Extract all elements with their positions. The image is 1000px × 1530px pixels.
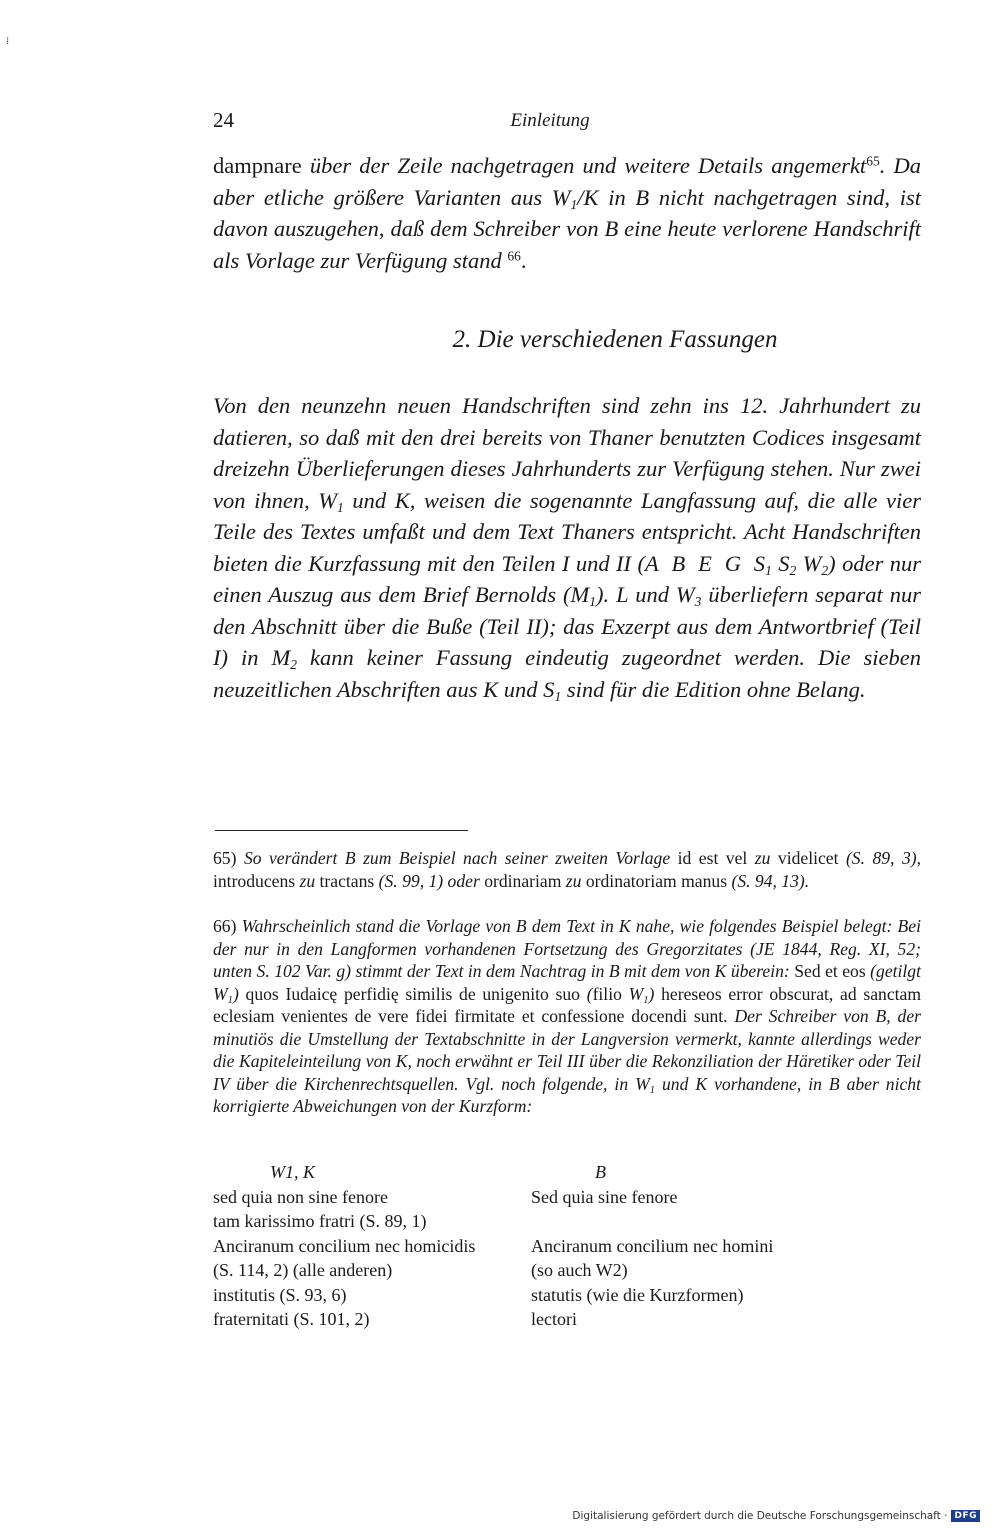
- table-cell: statutis (wie die Kurzformen): [531, 1284, 744, 1305]
- page-number: 24: [213, 108, 234, 132]
- table-cell: Anciranum concilium nec homini: [531, 1235, 774, 1256]
- footnote-66: 66) Wahrscheinlich stand die Vorlage von B dem Text in K nahe, wie folgendes Beispiel belegt: Bei der nur in den Langformen vorhandenen Fortsetzung des Gregorzitates (JE 1844, Reg. XI, 52; unten S. 102 Var. g) stimmt der Text in dem Nachtrag in B mit dem von K überein: Sed et eos (getilgt $W_1$) quos Iudaicę perfidię similis de unigenito suo (filio $W_1$) hereseos error obscurat, ad sanctam eclesiam venientes de vere fidei firmitate et confessione docendi sunt. Der Schreiber von B, der minutiös die Umstellung der Textabschnitte in der Langversion vermerkt, kannte allerdings weder die Kapiteleinteilung von K, noch erwähnt er Teil III über die Rekonziliation der Häretiker oder Teil IV über die Kirchenrechtsquellen. Vgl. noch folgende, in $W_1$ und K vorhandene, in B aber nicht korrigierte Abweichungen von der Kurzform:: [213, 916, 922, 1116]
- digitization-credit: [572, 1510, 980, 1522]
- table-cell: (so auch W2): [531, 1260, 628, 1280]
- table-cell: Sed quia sine fenore: [531, 1186, 678, 1207]
- running-head: Einleitung: [510, 110, 590, 131]
- variant-comparison-table: [213, 1160, 921, 1332]
- table-cell: Anciranum concilium nec homicidis: [213, 1235, 476, 1256]
- paragraph-fassungen: Von den neunzehn neuen Handschriften sind zehn ins 12. Jahrhundert zu datieren, so daß mit den drei bereits von Thaner benutzten Codices insgesamt dreizehn Überlieferungen dieses Jahrhunderts zur Verfügung stehen. Nur zwei von ihnen, $W_1$ und K, weisen die sogenannte Langfassung auf, die alle vier Teile des Textes umfaßt und dem Text Thaners entspricht. Acht Handschriften bieten die Kurzfassung mit den Teilen I und II (A B E G $S_1$ $S_2$ $W_2$) oder nur einen Auszug aus dem Brief Bernolds $(M_1)$. L und $W_3$ überliefern separat nur den Abschnitt über die Buße (Teil II); das Exzerpt aus dem Antwortbrief (Teil I) in $M_2$ kann keiner Fassung eindeutig zugeordnet werden. Die sieben neuzeitlichen Abschriften aus K und $S_1$ sind für die Edition ohne Belang.: [213, 393, 922, 704]
- table-row: [213, 1307, 921, 1332]
- table-row: [213, 1258, 921, 1283]
- paragraph-intro: dampnare über der Zeile nachgetragen und weitere Details angemerkt$^{65}$. Da aber etliche größere Varianten aus $W_1/K$ in B nicht nachgetragen sind, ist davon auszugehen, daß dem Schreiber von B eine heute verlorene Handschrift als Vorlage zur Verfügung stand $^{66}$.: [213, 153, 921, 273]
- dfg-logo: DFG: [951, 1510, 980, 1522]
- table-row: [213, 1209, 921, 1234]
- column-header-b: B: [595, 1162, 606, 1182]
- table-row: [213, 1185, 921, 1210]
- table-header-row: [213, 1160, 921, 1185]
- table-cell: sed quia non sine fenore: [213, 1186, 388, 1207]
- table-cell: [531, 1209, 921, 1234]
- credit-text: Digitalisierung gefördert durch die Deutsche Forschungsgemeinschaft ·: [572, 1510, 948, 1522]
- footnote-65: 65) So verändert B zum Beispiel nach seiner zweiten Vorlage id est vel zu videlicet (S. 89, 3), introducens zu tractans (S. 99, 1) oder ordinariam zu ordinatoriam manus (S. 94, 13).: [213, 848, 921, 891]
- footnote-ref-65: 65: [866, 153, 880, 169]
- section-heading: 2. Die verschiedenen Fassungen: [452, 326, 778, 353]
- table-row: [213, 1283, 921, 1308]
- footnote-ref-66: 66: [507, 248, 521, 264]
- table-row: [213, 1234, 921, 1259]
- table-cell: (S. 114, 2) (alle anderen): [213, 1260, 393, 1280]
- footnote-rule: [215, 830, 468, 831]
- column-header-w1-k: W1, K: [270, 1162, 315, 1182]
- table-cell: fraternitati (S. 101, 2): [213, 1309, 370, 1329]
- table-cell: tam karissimo fratri (S. 89, 1): [213, 1211, 427, 1231]
- margin-mark: ⁞: [6, 36, 10, 47]
- table-cell: lectori: [531, 1309, 577, 1329]
- table-cell: institutis (S. 93, 6): [213, 1284, 347, 1305]
